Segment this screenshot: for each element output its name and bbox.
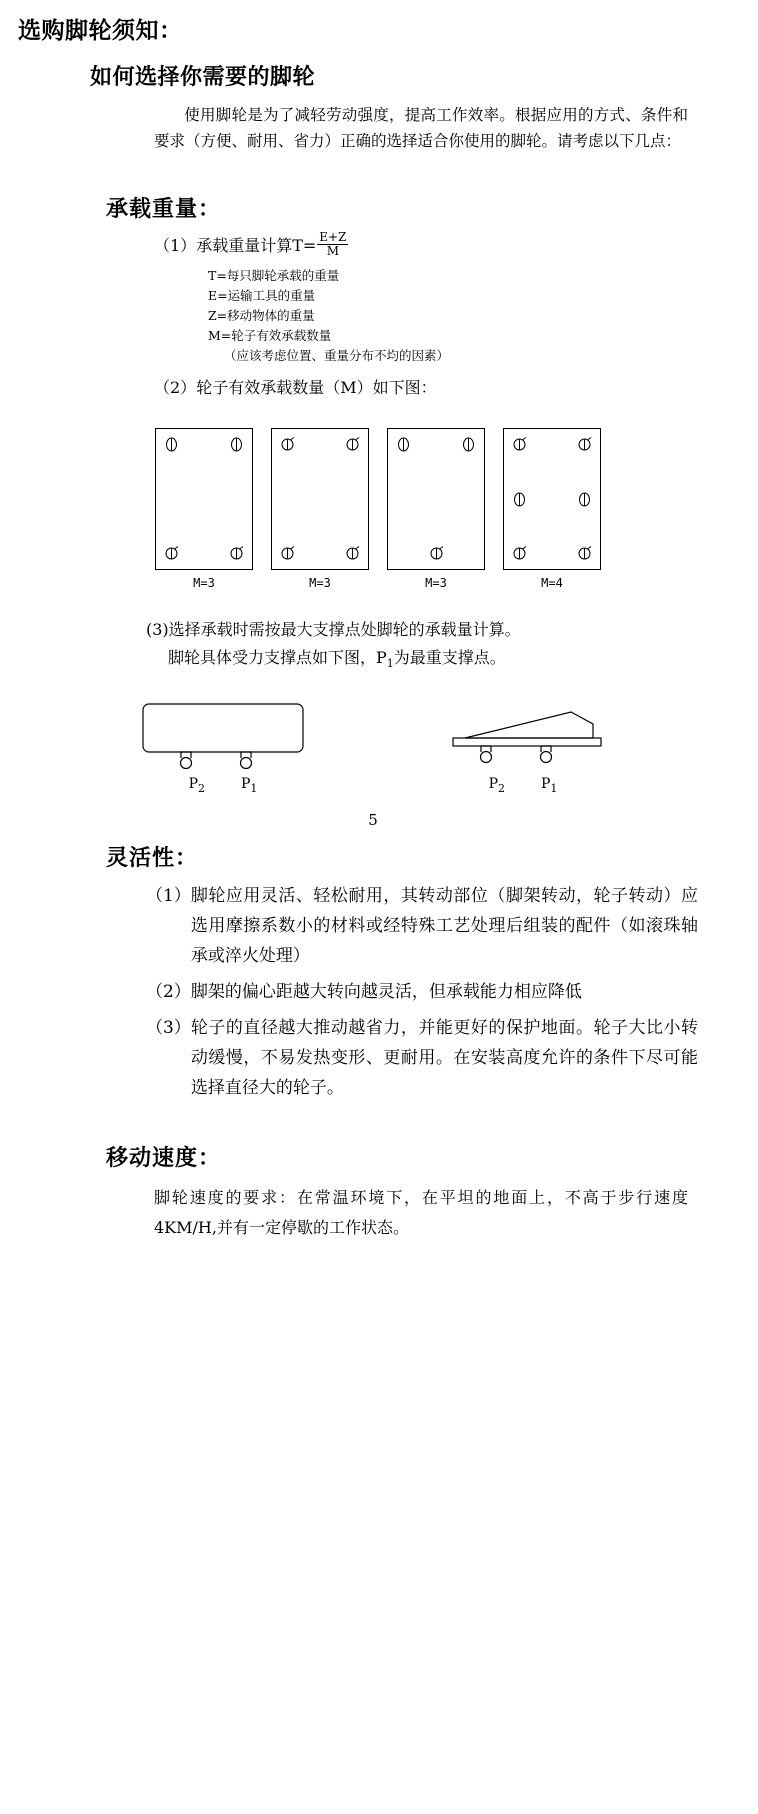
load-item-2-text: 轮子有效承载数量（M）如下图：: [196, 378, 437, 397]
load-item-2-number: （2）: [154, 378, 197, 397]
swivel-caster-icon: [345, 546, 360, 561]
load-item-2: [154, 374, 728, 402]
caster-figure-1: [155, 428, 253, 590]
wedge-cart-diagram: [433, 700, 613, 795]
speed-paragraph: 脚轮速度的要求：在常温环境下，在平坦的地面上，不高于步行速度4KM/H,并有一定停歇的工作状态。: [154, 1187, 688, 1237]
swivel-caster-icon: [280, 546, 295, 561]
wedge-cart-labels: [433, 776, 613, 795]
support-point-label: $P_2$: [488, 776, 505, 795]
plate-outline: [155, 428, 253, 570]
legend-line: E=运输工具的重量: [208, 288, 316, 303]
flat-cart-svg: [133, 700, 313, 770]
load-item-3-line2-b: 为最重支撑点。: [393, 648, 506, 667]
page-title: 选购脚轮须知：: [18, 17, 183, 44]
caster-figure-4: [503, 428, 601, 590]
fraction: [317, 231, 348, 258]
swivel-caster-icon: [280, 437, 295, 452]
section-heading-load: 承载重量：: [106, 196, 222, 222]
swivel-caster-icon: [512, 546, 527, 561]
support-point-label: $P_2$: [188, 776, 205, 795]
swivel-caster-icon: [345, 437, 360, 452]
rigid-caster-icon: [396, 437, 411, 452]
list-item-text: 轮子的直径越大推动越省力，并能更好的保护地面。轮子大比小转动缓慢，不易发热变形、更耐用。在安装高度允许的条件下尽可能选择直径大的轮子。: [190, 1017, 698, 1098]
intro-text: 使用脚轮是为了减轻劳动强度，提高工作效率。根据应用的方式、条件和要求（方便、耐用、省力）正确的选择适合你使用的脚轮。请考虑以下几点：: [154, 106, 688, 150]
swivel-caster-icon: [577, 546, 592, 561]
support-point-label: $P_1$: [241, 776, 258, 795]
list-item-text: 脚架的偏心距越大转向越灵活，但承载能力相应降低: [190, 981, 582, 1002]
load-item-1: [154, 229, 728, 260]
support-point-figures: [18, 700, 728, 795]
section-heading-speed: 移动速度：: [106, 1144, 222, 1171]
legend-line: Z=移动物体的重量: [208, 308, 315, 323]
section-heading-flexibility: 灵活性：: [106, 844, 199, 871]
swivel-caster-icon: [164, 546, 179, 561]
flat-cart-labels: [133, 776, 313, 795]
section-subtitle: 如何选择你需要的脚轮: [90, 64, 316, 90]
list-item-number: （2）: [146, 981, 191, 1002]
legend-note: （应该考虑位置、重量分布不均的因素）: [224, 348, 450, 363]
wedge-cart-svg: [433, 700, 613, 770]
legend-line: T=每只脚轮承载的重量: [208, 268, 340, 283]
intro-paragraph: [154, 102, 688, 154]
rigid-caster-icon: [512, 492, 527, 507]
caster-figure-2: [271, 428, 369, 590]
list-item-text: 脚轮应用灵活、轻松耐用，其转动部位（脚架转动，轮子转动）应选用摩擦系数小的材料或经特殊工艺处理后组装的配件（如滚珠轴承或淬火处理）: [190, 885, 698, 966]
load-item-3-line2-sub: 1: [386, 657, 394, 671]
list-item: [146, 1013, 698, 1103]
flat-cart-diagram: [133, 700, 313, 795]
load-item-1-text: 承载重量计算T=: [196, 236, 317, 255]
swivel-caster-icon: [429, 546, 444, 561]
rigid-caster-icon: [577, 492, 592, 507]
figure-caption: M=4: [541, 576, 563, 590]
fraction-numerator: E+Z: [319, 229, 347, 244]
load-formula: [196, 229, 348, 260]
load-item-3-line1: (3)选择承载时需按最大支撑点处脚轮的承载量计算。: [146, 620, 521, 639]
plate-outline: [387, 428, 485, 570]
formula-legend: [208, 266, 728, 366]
figure-caption: M=3: [425, 576, 447, 590]
load-item-3-line2-a: 脚轮具体受力支撑点如下图，P: [168, 648, 387, 667]
swivel-caster-icon: [577, 437, 592, 452]
load-item-3-line2: [168, 644, 693, 678]
rigid-caster-icon: [229, 437, 244, 452]
caster-figure-3: [387, 428, 485, 590]
list-item-number: （1）: [146, 885, 191, 906]
figure-caption: M=3: [193, 576, 215, 590]
fraction-denominator: M: [326, 243, 339, 258]
list-item: [146, 977, 698, 1007]
swivel-caster-icon: [512, 437, 527, 452]
rigid-caster-icon: [461, 437, 476, 452]
list-item: [146, 881, 698, 971]
flexibility-list: [146, 881, 698, 1103]
caster-layout-figures: [28, 428, 728, 590]
support-point-label: $P_1$: [541, 776, 558, 795]
figure-caption: M=3: [309, 576, 331, 590]
load-item-3: [146, 616, 693, 678]
page-number: 5: [368, 810, 378, 829]
plate-outline: [271, 428, 369, 570]
legend-line: M=轮子有效承载数量: [208, 328, 332, 343]
load-item-1-number: （1）: [154, 236, 197, 255]
plate-outline: [503, 428, 601, 570]
rigid-caster-icon: [164, 437, 179, 452]
list-item-number: （3）: [146, 1017, 191, 1038]
swivel-caster-icon: [229, 546, 244, 561]
